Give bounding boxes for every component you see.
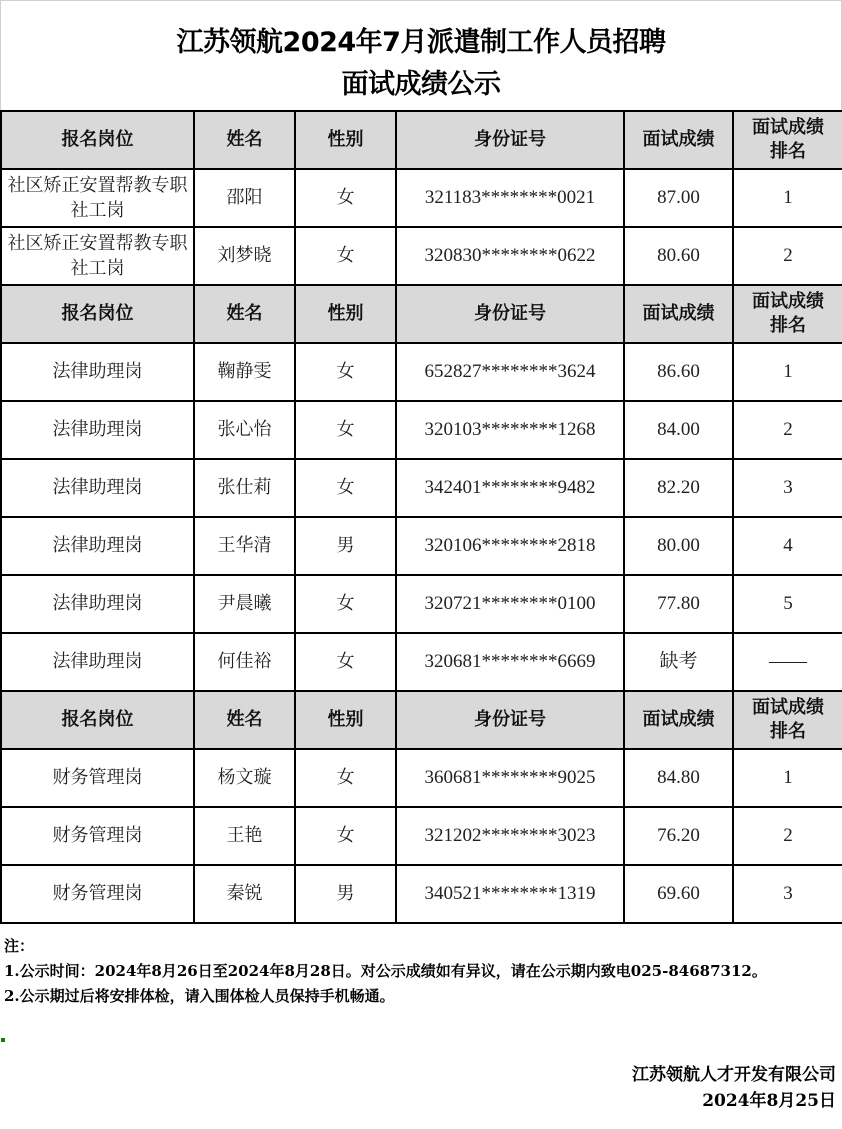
header-rank-line1: 面试成绩 xyxy=(752,697,824,718)
cell-post: 法律助理岗 xyxy=(1,633,194,691)
signature-date: 2024年8月25日 xyxy=(702,1091,836,1111)
cell-name: 王华清 xyxy=(194,517,295,575)
cell-rank: 4 xyxy=(733,517,842,575)
cell-gender: 女 xyxy=(295,227,396,285)
cell-post: 法律助理岗 xyxy=(1,343,194,401)
cell-id: 320721********0100 xyxy=(396,575,624,633)
cell-score: 69.60 xyxy=(624,865,733,923)
cell-post: 法律助理岗 xyxy=(1,517,194,575)
cell-gender: 男 xyxy=(295,865,396,923)
cell-rank: 1 xyxy=(733,169,842,227)
cell-id: 320103********1268 xyxy=(396,401,624,459)
table-row xyxy=(1,749,842,807)
cell-name: 刘梦晓 xyxy=(194,227,295,285)
cell-id: 340521********1319 xyxy=(396,865,624,923)
table-row xyxy=(1,633,842,691)
header-rank-line2: 排名 xyxy=(770,315,806,336)
cell-id: 342401********9482 xyxy=(396,459,624,517)
cell-rank: 2 xyxy=(733,807,842,865)
cell-score: 82.20 xyxy=(624,459,733,517)
header-score: 面试成绩 xyxy=(624,691,733,749)
header-gender: 性别 xyxy=(295,111,396,169)
score-table xyxy=(0,110,842,924)
cell-post: 财务管理岗 xyxy=(1,749,194,807)
table-header-row xyxy=(1,285,842,343)
header-gender: 性别 xyxy=(295,691,396,749)
header-name: 姓名 xyxy=(194,285,295,343)
cell-name: 张心怡 xyxy=(194,401,295,459)
table-row xyxy=(1,517,842,575)
header-name: 姓名 xyxy=(194,111,295,169)
header-score: 面试成绩 xyxy=(624,285,733,343)
table-row xyxy=(1,343,842,401)
cell-gender: 女 xyxy=(295,807,396,865)
header-post: 报名岗位 xyxy=(1,691,194,749)
header-rank-line1: 面试成绩 xyxy=(752,117,824,138)
cell-name: 何佳裕 xyxy=(194,633,295,691)
cell-gender: 女 xyxy=(295,459,396,517)
cell-name: 王艳 xyxy=(194,807,295,865)
cell-name: 秦锐 xyxy=(194,865,295,923)
header-id: 身份证号 xyxy=(396,691,624,749)
cell-rank: 2 xyxy=(733,401,842,459)
cell-gender: 女 xyxy=(295,401,396,459)
cell-score: 76.20 xyxy=(624,807,733,865)
note-item-2: 2.公示期过后将安排体检，请入围体检人员保持手机畅通。 xyxy=(4,987,395,1005)
header-score: 面试成绩 xyxy=(624,111,733,169)
cell-rank: 3 xyxy=(733,865,842,923)
cell-gender: 男 xyxy=(295,517,396,575)
notes-label: 注： xyxy=(4,937,35,955)
header-post: 报名岗位 xyxy=(1,285,194,343)
table-row xyxy=(1,575,842,633)
cell-post: 法律助理岗 xyxy=(1,401,194,459)
table-header-row xyxy=(1,111,842,169)
cell-id: 652827********3624 xyxy=(396,343,624,401)
table-row xyxy=(1,401,842,459)
cell-gender: 女 xyxy=(295,343,396,401)
header-rank xyxy=(733,111,842,169)
cell-id: 321202********3023 xyxy=(396,807,624,865)
cell-id: 320830********0622 xyxy=(396,227,624,285)
cell-name: 邵阳 xyxy=(194,169,295,227)
cell-name: 杨文璇 xyxy=(194,749,295,807)
header-id: 身份证号 xyxy=(396,111,624,169)
cell-post: 社区矫正安置帮教专职社工岗 xyxy=(1,169,194,227)
cell-rank: 1 xyxy=(733,343,842,401)
cell-gender: 女 xyxy=(295,575,396,633)
header-rank-line2: 排名 xyxy=(770,141,806,162)
table-row xyxy=(1,807,842,865)
table-row xyxy=(1,459,842,517)
page-subtitle: 面试成绩公示 xyxy=(341,69,501,100)
cell-id: 320106********2818 xyxy=(396,517,624,575)
cell-name: 张仕莉 xyxy=(194,459,295,517)
table-row xyxy=(1,227,842,285)
page-title: 江苏领航2024年7月派遣制工作人员招聘 xyxy=(176,27,666,58)
cell-rank: 2 xyxy=(733,227,842,285)
cell-name: 尹晨曦 xyxy=(194,575,295,633)
cell-score: 80.00 xyxy=(624,517,733,575)
cell-marker-icon xyxy=(1,1038,5,1042)
cell-score: 84.80 xyxy=(624,749,733,807)
header-gender: 性别 xyxy=(295,285,396,343)
cell-score: 80.60 xyxy=(624,227,733,285)
cell-id: 320681********6669 xyxy=(396,633,624,691)
cell-post: 财务管理岗 xyxy=(1,807,194,865)
cell-id: 321183********0021 xyxy=(396,169,624,227)
header-rank-line1: 面试成绩 xyxy=(752,291,824,312)
header-rank-line2: 排名 xyxy=(770,721,806,742)
cell-rank: —— xyxy=(733,633,842,691)
header-id: 身份证号 xyxy=(396,285,624,343)
cell-id: 360681********9025 xyxy=(396,749,624,807)
header-rank xyxy=(733,691,842,749)
cell-post: 法律助理岗 xyxy=(1,575,194,633)
cell-rank: 3 xyxy=(733,459,842,517)
cell-gender: 女 xyxy=(295,749,396,807)
cell-rank: 1 xyxy=(733,749,842,807)
cell-name: 鞠静雯 xyxy=(194,343,295,401)
cell-gender: 女 xyxy=(295,633,396,691)
cell-score: 77.80 xyxy=(624,575,733,633)
cell-score: 缺考 xyxy=(624,633,733,691)
header-name: 姓名 xyxy=(194,691,295,749)
table-row xyxy=(1,169,842,227)
cell-score: 87.00 xyxy=(624,169,733,227)
cell-post: 社区矫正安置帮教专职社工岗 xyxy=(1,227,194,285)
cell-score: 84.00 xyxy=(624,401,733,459)
cell-gender: 女 xyxy=(295,169,396,227)
signature-organization: 江苏领航人才开发有限公司 xyxy=(632,1065,836,1085)
cell-score: 86.60 xyxy=(624,343,733,401)
cell-post: 法律助理岗 xyxy=(1,459,194,517)
note-item-1: 1.公示时间：2024年8月26日至2024年8月28日。对公示成绩如有异议，请在公示期内致电025-84687312。 xyxy=(4,962,767,980)
header-rank xyxy=(733,285,842,343)
cell-rank: 5 xyxy=(733,575,842,633)
table-header-row xyxy=(1,691,842,749)
notes xyxy=(4,934,838,1009)
table-row xyxy=(1,865,842,923)
header-post: 报名岗位 xyxy=(1,111,194,169)
cell-post: 财务管理岗 xyxy=(1,865,194,923)
